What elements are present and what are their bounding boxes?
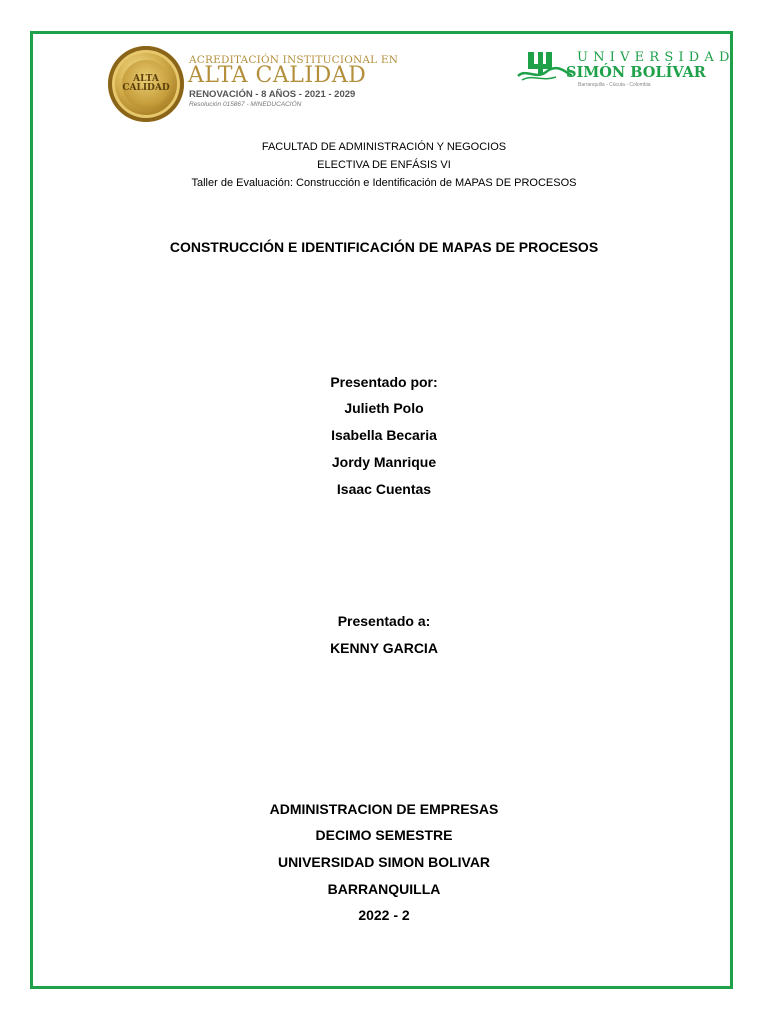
university-logo-line-3: Barranquilla - Cúcuta - Colombia — [578, 82, 651, 88]
academic-period: 2022 - 2 — [358, 907, 410, 923]
university-logo-line-2: SIMÓN BOLÍVAR — [566, 64, 706, 81]
seal-center — [122, 60, 170, 108]
presented-to-label: Presentado a: — [337, 613, 431, 629]
city: BARRANQUILLA — [327, 881, 441, 897]
author-name: Isabella Becaria — [331, 427, 437, 443]
seal-text-2: CALIDAD — [122, 83, 170, 93]
accreditation-line-3: RENOVACIÓN - 8 AÑOS - 2021 - 2029 — [189, 89, 356, 100]
recipient-name: KENNY GARCIA — [330, 640, 438, 656]
accreditation-seal-logo — [108, 46, 184, 122]
seal-text-1: ALTA — [133, 74, 159, 84]
program-name: ADMINISTRACION DE EMPRESAS — [269, 801, 499, 817]
author-name: Julieth Polo — [344, 400, 424, 416]
document-title: CONSTRUCCIÓN E IDENTIFICACIÓN DE MAPAS DE PROCESOS — [169, 239, 599, 255]
semester: DECIMO SEMESTRE — [315, 827, 453, 843]
accreditation-line-2: ALTA CALIDAD — [188, 63, 367, 88]
accreditation-line-4: Resolución 015867 - MINEDUCACIÓN — [189, 101, 302, 108]
elective-line: ELECTIVA DE ENFÁSIS VI — [317, 159, 451, 171]
workshop-line: Taller de Evaluación: Construcción e Identificación de MAPAS DE PROCESOS — [191, 177, 577, 189]
accreditation-line-1: ACREDITACIÓN INSTITUCIONAL EN — [189, 54, 399, 66]
author-name: Jordy Manrique — [331, 454, 437, 470]
faculty-line: FACULTAD DE ADMINISTRACIÓN Y NEGOCIOS — [261, 141, 507, 153]
presented-by-label: Presentado por: — [330, 374, 438, 390]
page-border — [30, 31, 733, 989]
university-name: UNIVERSIDAD SIMON BOLIVAR — [277, 854, 491, 870]
author-name: Isaac Cuentas — [336, 481, 432, 497]
university-logo-line-1: UNIVERSIDAD — [577, 50, 735, 65]
